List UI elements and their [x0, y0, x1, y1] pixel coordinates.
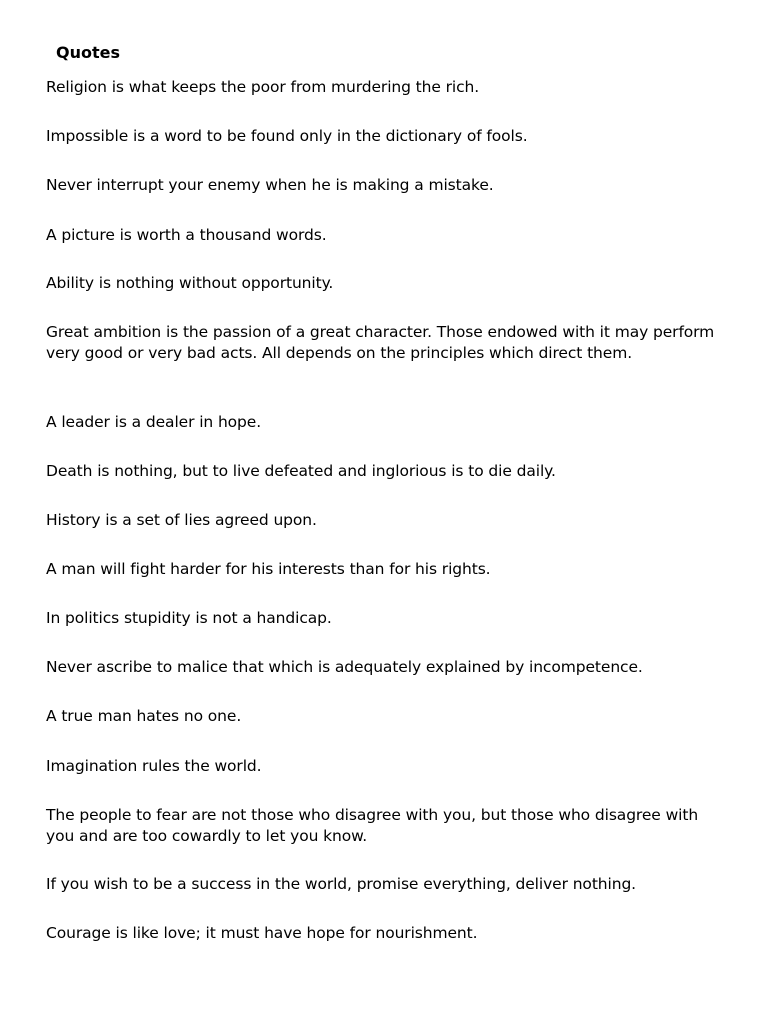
quote-item: Great ambition is the passion of a great character. Those endowed with it may perform very good or very bad acts. All depends on the principles which direct them.	[46, 323, 715, 362]
quote-item: In politics stupidity is not a handicap.	[46, 609, 332, 627]
quote-item: History is a set of lies agreed upon.	[46, 511, 317, 529]
quote-item: A picture is worth a thousand words.	[46, 226, 327, 244]
page-title: Quotes	[56, 43, 121, 62]
quote-item: Courage is like love; it must have hope for nourishment.	[46, 924, 478, 942]
quote-item: Never interrupt your enemy when he is making a mistake.	[46, 176, 494, 194]
quote-item: A man will fight harder for his interests than for his rights.	[46, 560, 491, 578]
quote-item: Death is nothing, but to live defeated and inglorious is to die daily.	[46, 462, 556, 480]
quote-item: Religion is what keeps the poor from murdering the rich.	[46, 78, 480, 96]
quote-item: Never ascribe to malice that which is adequately explained by incompetence.	[46, 658, 643, 676]
quote-item: Impossible is a word to be found only in the dictionary of fools.	[46, 127, 528, 145]
quote-item: If you wish to be a success in the world, promise everything, deliver nothing.	[46, 875, 637, 893]
quote-item: Ability is nothing without opportunity.	[46, 274, 334, 292]
quote-item: Imagination rules the world.	[46, 757, 262, 775]
quote-item: A leader is a dealer in hope.	[46, 413, 262, 431]
quote-item: A true man hates no one.	[46, 707, 242, 725]
quote-item: The people to fear are not those who disagree with you, but those who disagree with you and are too cowardly to let you know.	[46, 806, 699, 845]
